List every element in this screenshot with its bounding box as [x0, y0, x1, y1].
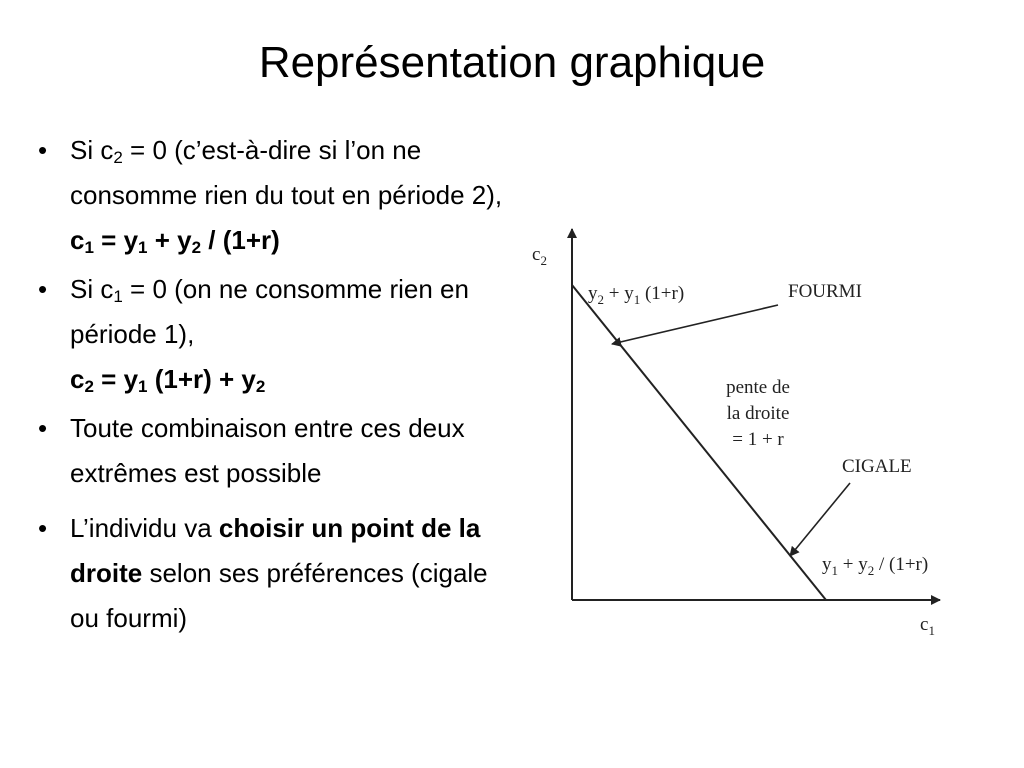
- bullet-dot: •: [38, 413, 48, 443]
- top-intercept-label: $y_2 + y_1$ (1+r): [588, 283, 685, 307]
- slide-title: Représentation graphique: [258, 38, 766, 87]
- formula-c1: $c_1 = y_1 + y_2 / (1+r)$: [70, 225, 280, 257]
- bottom-intercept-label: $y_1 + y_2 / (1+r)$: [822, 554, 929, 578]
- slope-label-line-3: = 1 + r: [732, 429, 784, 450]
- bullet-item-combinations: • Toute combinaison entre ces deux extrêmes est possible: [38, 406, 518, 496]
- y-axis-label: $c_2$: [532, 244, 547, 268]
- formula-c2: $c_2 = y_1$ $(1+r) + y_2$: [70, 364, 266, 396]
- cigale-label: CIGALE: [842, 456, 912, 477]
- slope-label-line-1: pente de: [726, 377, 790, 398]
- bullet-list: [38, 128, 518, 645]
- bullet-dot: •: [38, 135, 48, 165]
- x-axis-label: $c_1$: [920, 614, 935, 638]
- bullet-item-choice: • L’individu va choisir un point de la droite selon ses préférences (cigale ou fourmi): [38, 506, 518, 641]
- bullet-dot: •: [38, 274, 48, 304]
- budget-constraint-diagram: [520, 215, 980, 645]
- fourmi-arrow: [612, 305, 778, 344]
- fourmi-label: FOURMI: [788, 281, 862, 302]
- slope-label-line-2: la droite: [726, 403, 790, 424]
- bullet-dot: •: [38, 513, 48, 543]
- bullet-item-c2-zero: • Si $c_2 = 0$ (c’est-à-dire si l’on ne consomme rien du tout en période 2), $c_1 = y_1 + y_2 / (1+r)$: [38, 128, 518, 263]
- cigale-arrow: [790, 483, 850, 556]
- bullet-item-c1-zero: • Si $c_1 = 0$ (on ne consomme rien en période 1), $c_2 = y_1$ $(1+r) + y_2$: [38, 267, 518, 402]
- budget-line: [572, 285, 826, 600]
